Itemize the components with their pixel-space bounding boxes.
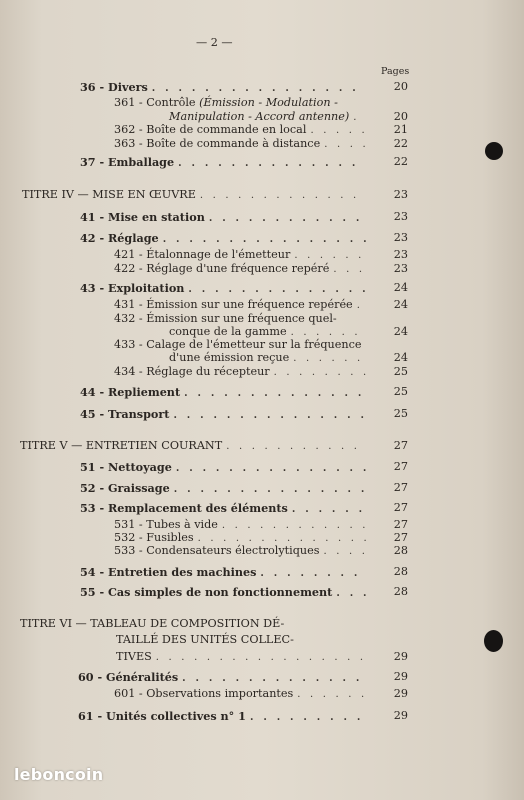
leader-dots (163, 233, 366, 247)
leader-dots (336, 587, 366, 601)
toc-entry-42 (80, 231, 370, 245)
toc-page: 28 (393, 565, 408, 578)
toc-entry-421 (114, 248, 370, 262)
toc-page: 27 (393, 481, 408, 494)
toc-title-iv (22, 188, 370, 202)
toc-label: TITRE IV — MISE EN ŒUVRE (22, 188, 196, 201)
toc-page: 27 (393, 460, 408, 473)
toc-entry-43 (80, 281, 370, 295)
toc-label: 44 - Repliement (80, 385, 181, 399)
toc-page: 24 (393, 325, 408, 338)
toc-entry-36 (80, 80, 370, 94)
leader-dots (156, 651, 366, 665)
toc-label: 531 - Tubes à vide (114, 518, 218, 531)
toc-page: 23 (393, 188, 408, 201)
leader-dots (200, 189, 366, 203)
toc-page: 23 (393, 262, 408, 275)
leader-dots (176, 462, 366, 476)
toc-entry-45 (80, 407, 370, 421)
leader-dots (152, 82, 366, 96)
toc-label: 431 - Émission sur une fréquence repérée (114, 298, 353, 311)
toc-page: 27 (393, 518, 408, 531)
toc-label: 37 - Emballage (80, 155, 175, 169)
toc-page: 25 (393, 407, 408, 420)
leader-dots (173, 409, 366, 423)
binder-hole-top (485, 142, 503, 160)
toc-page: 23 (393, 231, 408, 244)
leader-dots (292, 503, 366, 517)
toc-entry-601 (114, 687, 370, 701)
leader-dots (333, 263, 366, 277)
toc-entry-361 (114, 96, 338, 109)
leader-dots (357, 299, 366, 313)
toc-label: conque de la gamme (169, 325, 287, 338)
toc-title-vi: TITRE VI — TABLEAU DE COMPOSITION DÉ- (20, 617, 285, 630)
toc-entry-61 (78, 709, 370, 723)
toc-label: 363 - Boîte de commande à distance (114, 137, 321, 150)
toc-entry-533 (114, 544, 370, 558)
pages-column-header: Pages (381, 66, 410, 77)
page-number: — 2 — (196, 36, 233, 49)
toc-title-vi-line2: TAILLÉ DES UNITÉS COLLEC- (116, 633, 294, 646)
toc-page: 24 (393, 281, 408, 294)
toc-entry-51 (80, 460, 370, 474)
toc-label: TIVES (116, 650, 152, 663)
toc-entry-361-cont (169, 110, 370, 124)
toc-page: 29 (393, 670, 408, 683)
toc-page: 25 (393, 385, 408, 398)
toc-page: 24 (393, 298, 408, 311)
toc-entry-55 (80, 585, 370, 599)
binder-hole-bottom (484, 630, 503, 652)
leader-dots (182, 672, 366, 686)
toc-title-vi-line3 (116, 650, 370, 664)
toc-label: 362 - Boîte de commande en local (114, 123, 307, 136)
toc-page: 29 (393, 687, 408, 700)
toc-label: 61 - Unités collectives n° 1 (78, 709, 246, 723)
toc-entry-37 (80, 155, 370, 169)
leader-dots (310, 124, 366, 138)
leader-dots (226, 440, 366, 454)
toc-label: 43 - Exploitation (80, 281, 185, 295)
toc-page: 23 (393, 210, 408, 223)
toc-label: 434 - Réglage du récepteur (114, 365, 270, 378)
toc-entry-532 (114, 531, 370, 545)
toc-label: 36 - Divers (80, 80, 148, 94)
toc-entry-54 (80, 565, 370, 579)
leader-dots (294, 249, 366, 263)
toc-entry-432: 432 - Émission sur une fréquence quel- (114, 312, 337, 325)
toc-entry-422 (114, 262, 370, 276)
toc-page: 27 (393, 501, 408, 514)
toc-label: 52 - Graissage (80, 481, 170, 495)
leader-dots (178, 157, 366, 171)
toc-page: 20 (393, 110, 408, 123)
toc-label: 532 - Fusibles (114, 531, 194, 544)
toc-entry-431 (114, 298, 370, 312)
leader-dots (323, 545, 366, 559)
toc-page: 22 (393, 155, 408, 168)
toc-page: 29 (393, 709, 408, 722)
toc-label: 361 - Contrôle (114, 96, 196, 109)
toc-page: 27 (393, 439, 408, 452)
leader-dots (184, 387, 366, 401)
toc-label: 422 - Réglage d'une fréquence repéré (114, 262, 330, 275)
toc-page: 29 (393, 650, 408, 663)
toc-entry-363 (114, 137, 370, 151)
leader-dots (209, 212, 366, 226)
leader-dots (250, 711, 366, 725)
toc-entry-53 (80, 501, 370, 515)
toc-page: 24 (393, 351, 408, 364)
toc-label: 53 - Remplacement des éléments (80, 501, 288, 515)
toc-page: 28 (393, 544, 408, 557)
toc-entry-44 (80, 385, 370, 399)
toc-label: 60 - Généralités (78, 670, 179, 684)
toc-page: 23 (393, 248, 408, 261)
toc-page: 20 (393, 80, 408, 93)
toc-entry-41 (80, 210, 370, 224)
toc-entry-52 (80, 481, 370, 495)
toc-label: 421 - Étalonnage de l'émetteur (114, 248, 291, 261)
toc-label: 601 - Observations importantes (114, 687, 294, 700)
toc-entry-362 (114, 123, 370, 137)
leader-dots (274, 366, 366, 380)
leader-dots (293, 352, 366, 366)
leader-dots (174, 483, 366, 497)
toc-entry-434 (114, 365, 370, 379)
toc-label: TITRE V — ENTRETIEN COURANT (20, 439, 223, 452)
toc-page: 21 (393, 123, 408, 136)
toc-entry-432-cont (169, 325, 370, 339)
leader-dots (297, 688, 366, 702)
toc-page: 28 (393, 585, 408, 598)
toc-page: 27 (393, 531, 408, 544)
toc-label-italic: (Émission - Modulation - (199, 96, 338, 109)
toc-entry-60 (78, 670, 370, 684)
toc-entry-433-cont (169, 351, 370, 365)
toc-label: 55 - Cas simples de non fonctionnement (80, 585, 333, 599)
watermark-logo: leboncoin (14, 765, 104, 784)
leader-dots (188, 283, 366, 297)
leader-dots (324, 138, 366, 152)
toc-label: 42 - Réglage (80, 231, 159, 245)
leader-dots (260, 567, 366, 581)
toc-entry-531 (114, 518, 370, 532)
toc-label: d'une émission reçue (169, 351, 290, 364)
toc-entry-433: 433 - Calage de l'émetteur sur la fréquence (114, 338, 362, 351)
toc-label: 54 - Entretien des machines (80, 565, 257, 579)
toc-page: 25 (393, 365, 408, 378)
toc-label: 51 - Nettoyage (80, 460, 172, 474)
toc-label: 41 - Mise en station (80, 210, 205, 224)
toc-page: 22 (393, 137, 408, 150)
toc-title-v (20, 439, 370, 453)
toc-label: Manipulation - Accord antenne) (169, 110, 350, 123)
toc-label: 45 - Transport (80, 407, 170, 421)
toc-label: 533 - Condensateurs électrolytiques (114, 544, 320, 557)
